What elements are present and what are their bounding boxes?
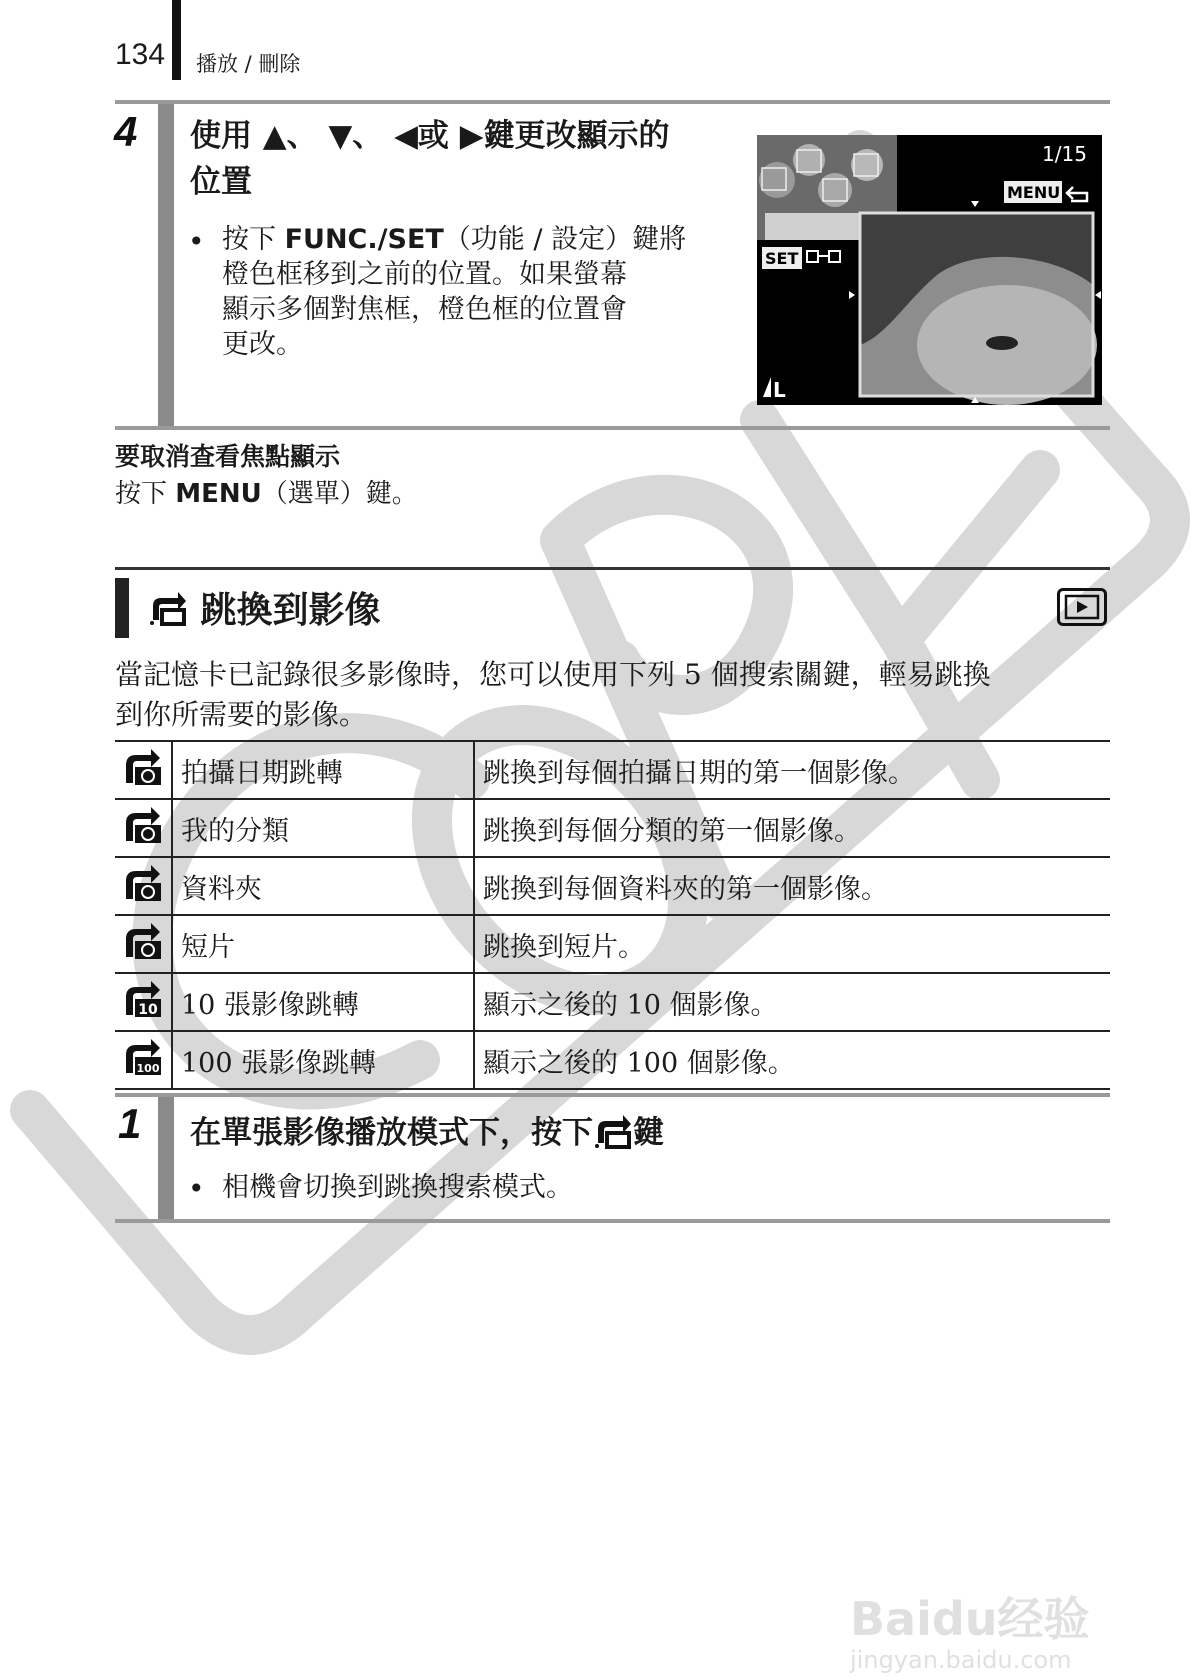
section-side-bar	[115, 578, 129, 638]
jump-date-icon	[123, 747, 163, 787]
step4-bottom-rule	[115, 426, 1110, 430]
table-row	[115, 741, 1110, 799]
table-row	[115, 799, 1110, 857]
option-name: 10 張影像跳轉	[172, 973, 474, 1031]
down-arrow-icon: ▼	[328, 118, 353, 154]
option-description: 跳換到每個分類的第一個影像。	[474, 799, 1110, 857]
bullet-dot: •	[188, 225, 205, 258]
step4-top-rule	[115, 100, 1110, 104]
quality-icon	[763, 377, 771, 397]
table-row	[115, 973, 1110, 1031]
camera-lcd-screenshot	[757, 135, 1102, 405]
jump-button-icon	[593, 1113, 633, 1149]
up-arrow-icon: ▲	[262, 118, 287, 154]
image-counter: 1/15	[1042, 142, 1087, 166]
option-description: 跳換到每個拍攝日期的第一個影像。	[474, 741, 1110, 799]
option-name: 資料夾	[172, 857, 474, 915]
step4-bullet: 按下 FUNC./SET（功能 / 設定）鍵將 橙色框移到之前的位置。如果螢幕 顯示多個對焦框，橙色框的位置會 更改。	[222, 224, 687, 360]
table-icon-cell	[115, 973, 172, 1031]
jump-folder-icon	[123, 863, 163, 903]
jump-movie-icon	[123, 921, 163, 961]
table-icon-cell	[115, 857, 172, 915]
svg-text:10: 10	[138, 1001, 158, 1018]
jump-10-icon	[123, 979, 163, 1019]
return-icon	[1067, 187, 1087, 201]
header-divider	[172, 0, 181, 80]
jump-intro: 當記憶卡已記錄很多影像時，您可以使用下列 5 個搜索關鍵，輕易跳換 到你所需要的影像。	[115, 658, 991, 731]
cancel-heading: 要取消查看焦點顯示	[115, 442, 341, 471]
page-number: 134	[115, 38, 166, 71]
section-top-rule	[115, 567, 1110, 570]
jump-options-table	[115, 740, 1110, 1090]
step4-title: 使用 ▲、 ▼、 ◀或 ▶鍵更改顯示的 位置	[190, 118, 670, 200]
option-description: 跳換到每個資料夾的第一個影像。	[474, 857, 1110, 915]
option-name: 短片	[172, 915, 474, 973]
option-name: 拍攝日期跳轉	[172, 741, 474, 799]
section-label: 播放 / 刪除	[196, 52, 301, 76]
table-row	[115, 915, 1110, 973]
left-arrow-icon: ◀	[394, 118, 418, 154]
cancel-text: 按下 MENU（選單）鍵。	[115, 479, 418, 509]
table-icon-cell	[115, 741, 172, 799]
jump-icon	[148, 590, 188, 626]
option-name: 我的分類	[172, 799, 474, 857]
bullet-dot: •	[188, 1172, 205, 1205]
baidu-url: jingyan.baidu.com	[850, 1646, 1072, 1674]
jump-section-title: 跳換到影像	[148, 582, 381, 633]
jump-category-icon	[123, 805, 163, 845]
step1-side-bar	[158, 1097, 174, 1219]
right-arrow-icon: ▶	[459, 118, 484, 154]
menu-label: MENU	[1007, 183, 1061, 202]
quality-label: L	[773, 378, 786, 402]
step4-side-bar	[158, 104, 174, 426]
table-icon-cell	[115, 915, 172, 973]
playback-mode-icon	[1057, 588, 1107, 626]
table-icon-cell	[115, 799, 172, 857]
step1-top-rule	[115, 1093, 1110, 1097]
option-name: 100 張影像跳轉	[172, 1031, 474, 1089]
lcd-image	[757, 135, 1102, 405]
step1-number: 1	[118, 1100, 142, 1147]
option-description: 跳換到短片。	[474, 915, 1110, 973]
baidu-brand: Baidu经验	[850, 1592, 1090, 1646]
table-row	[115, 857, 1110, 915]
table-row	[115, 1031, 1110, 1089]
set-label: SET	[765, 249, 799, 268]
svg-text:100: 100	[136, 1061, 160, 1075]
table-icon-cell	[115, 1031, 172, 1089]
step4-number: 4	[114, 108, 138, 155]
step1-bullet: 相機會切換到跳換搜索模式。	[222, 1172, 573, 1203]
step1-title: 在單張影像播放模式下，按下 鍵	[190, 1115, 664, 1151]
step1-bottom-rule	[115, 1219, 1110, 1223]
option-description: 顯示之後的 100 個影像。	[474, 1031, 1110, 1089]
jump-100-icon	[123, 1037, 163, 1077]
option-description: 顯示之後的 10 個影像。	[474, 973, 1110, 1031]
